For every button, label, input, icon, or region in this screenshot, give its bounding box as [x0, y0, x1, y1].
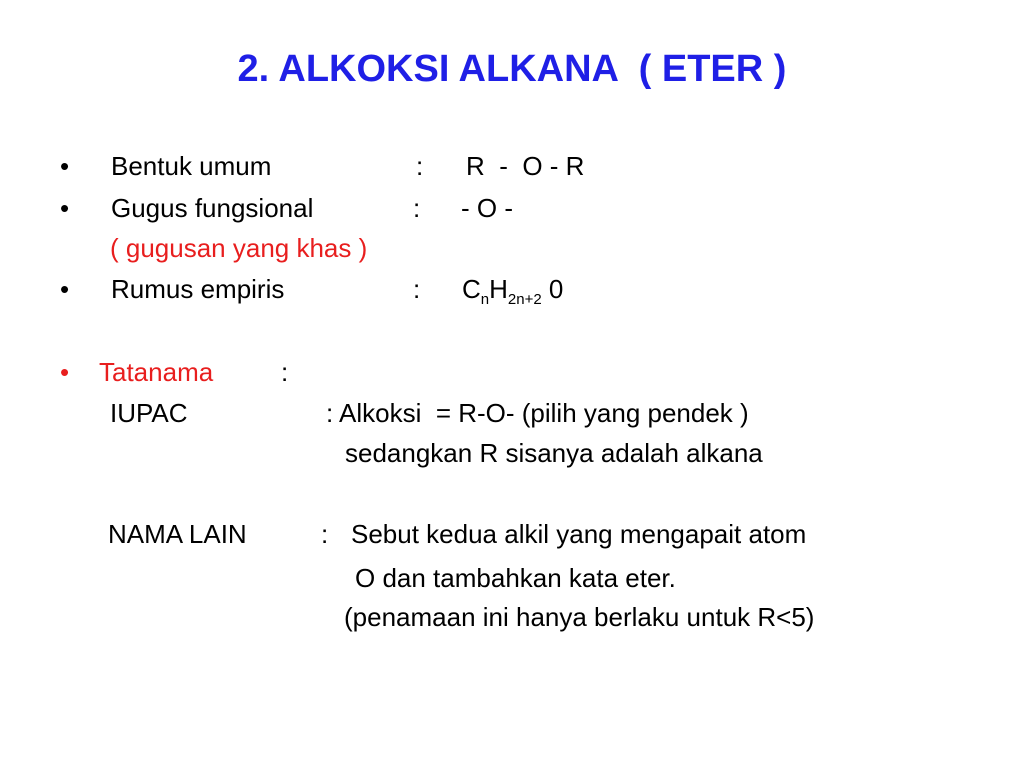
nama-lain-line-2: O dan tambahkan kata eter.	[355, 563, 676, 593]
iupac-label: IUPAC	[110, 398, 188, 428]
bentuk-umum-label: Bentuk umum	[111, 151, 272, 181]
nama-lain-label: NAMA LAIN	[108, 519, 247, 549]
bullet-icon: •	[60, 151, 70, 181]
rumus-empiris-label: Rumus empiris	[111, 274, 285, 304]
slide-title: 2. ALKOKSI ALKANA ( ETER )	[237, 48, 787, 90]
gugus-fungsional-colon: :	[413, 193, 421, 223]
bentuk-umum-value: R - O - R	[466, 151, 585, 181]
iupac-line-1: : Alkoksi = R-O- (pilih yang pendek )	[326, 398, 749, 428]
rumus-empiris-colon: :	[413, 274, 421, 304]
nama-lain-line-3: (penamaan ini hanya berlaku untuk R<5)	[344, 602, 815, 632]
formula-carbon-subscript: n	[480, 291, 490, 308]
formula-tail: 0	[541, 274, 564, 304]
nama-lain-line-1: Sebut kedua alkil yang mengapait atom	[351, 519, 807, 549]
nama-lain-colon: :	[321, 519, 329, 549]
tatanama-label: Tatanama	[99, 357, 214, 387]
iupac-line-2: sedangkan R sisanya adalah alkana	[345, 438, 763, 468]
tatanama-colon: :	[281, 357, 289, 387]
bullet-icon: •	[60, 193, 70, 223]
gugus-fungsional-note: ( gugusan yang khas )	[110, 233, 368, 263]
bentuk-umum-colon: :	[416, 151, 424, 181]
gugus-fungsional-label: Gugus fungsional	[111, 193, 314, 223]
bullet-icon: •	[60, 274, 70, 304]
formula-hydrogen-subscript: 2n+2	[507, 291, 542, 308]
gugus-fungsional-value: - O -	[461, 193, 513, 223]
rumus-empiris-formula	[462, 273, 564, 308]
bullet-icon: •	[60, 357, 70, 387]
formula-carbon: C	[462, 274, 481, 304]
formula-hydrogen: H	[489, 274, 508, 304]
